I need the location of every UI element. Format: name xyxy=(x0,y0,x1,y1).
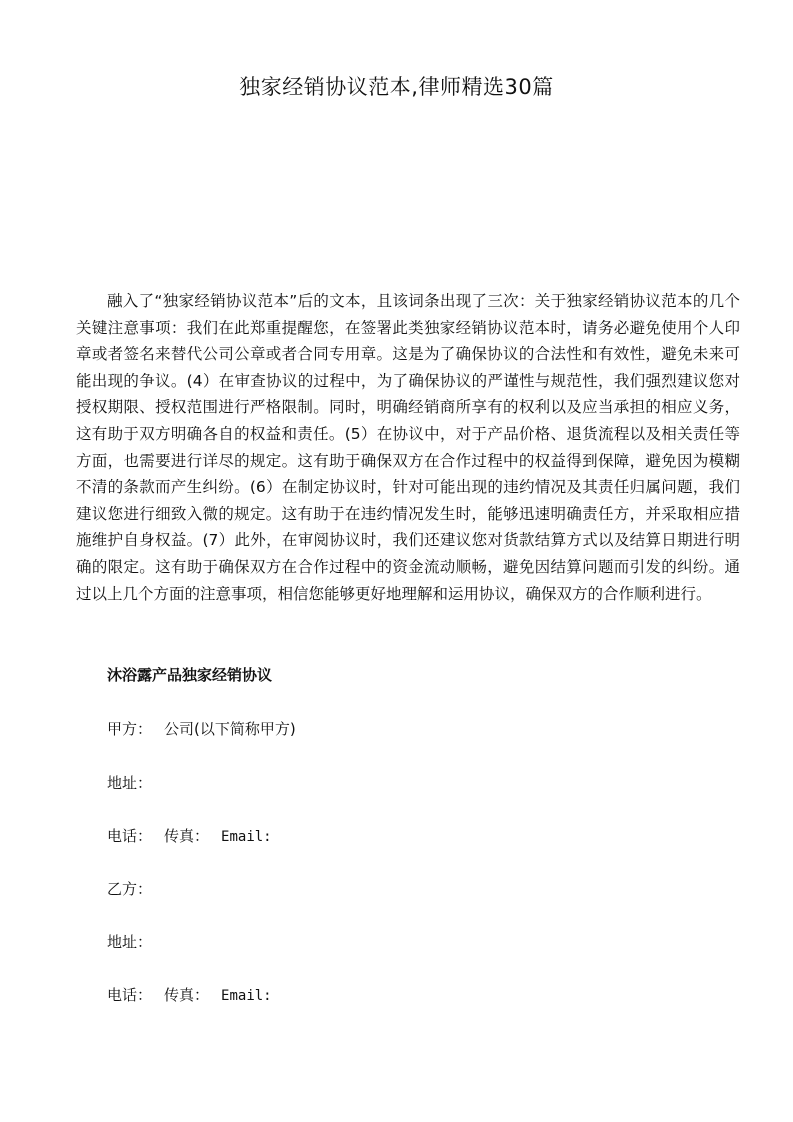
party-a-contact-line xyxy=(107,823,272,850)
agreement-heading: 沐浴露产品独家经销协议 xyxy=(107,666,273,684)
intro-paragraph: 融入了“独家经销协议范本”后的文本，且该词条出现了三次：关于独家经销协议范本的几个关键注意事项：我们在此郑重提醒您，在签署此类独家经销协议范本时，请务必避免使用个人印章或者签名来替代公司公章或者合同专用章。这是为了确保协议的合法性和有效性，避免未来可能出现的争议。(4）在审查协议的过程中，为了确保协议的严谨性与规范性，我们强烈建议您对授权期限、授权范围进行严格限制。同时，明确经销商所享有的权利以及应当承担的相应义务，这有助于双方明确各自的权益和责任。(5）在协议中，对于产品价格、退货流程以及相关责任等方面，也需要进行详尽的规定。这有助于确保双方在合作过程中的权益得到保障，避免因为模糊不清的条款而产生纠纷。(6）在制定协议时，针对可能出现的违约情况及其责任归属问题，我们建议您进行细致入微的规定。这有助于在违约情况发生时，能够迅速明确责任方，并采取相应措施维护自身权益。(7）此外，在审阅协议时，我们还建议您对货款结算方式以及结算日期进行明确的限定。这有助于确保双方在合作过程中的资金流动顺畅，避免因结算问题而引发的纠纷。通过以上几个方面的注意事项，相信您能够更好地理解和运用协议，确保双方的合作顺利进行。 xyxy=(76,292,740,603)
party-b-phone-label: 电话： xyxy=(107,986,153,1004)
party-a-fax-label: 传真： xyxy=(164,827,210,845)
party-a-address-line xyxy=(107,770,152,796)
party-a-label: 甲方： xyxy=(107,720,153,738)
party-a-address-label: 地址： xyxy=(107,774,153,792)
party-a-email-label: Email: xyxy=(221,829,272,845)
party-a-phone-label: 电话： xyxy=(107,827,153,845)
party-b-label: 乙方： xyxy=(107,880,153,898)
party-b-fax-label: 传真： xyxy=(164,986,210,1004)
party-a-value: 公司(以下简称甲方) xyxy=(164,720,296,738)
party-b-address-label: 地址： xyxy=(107,933,153,951)
party-a-line xyxy=(107,716,296,742)
party-b-address-line xyxy=(107,929,152,955)
party-b-email-label: Email: xyxy=(221,988,272,1004)
party-b-line xyxy=(107,876,152,902)
document-title: 独家经销协议范本,律师精选30篇 xyxy=(239,75,554,99)
party-b-contact-line xyxy=(107,982,272,1009)
